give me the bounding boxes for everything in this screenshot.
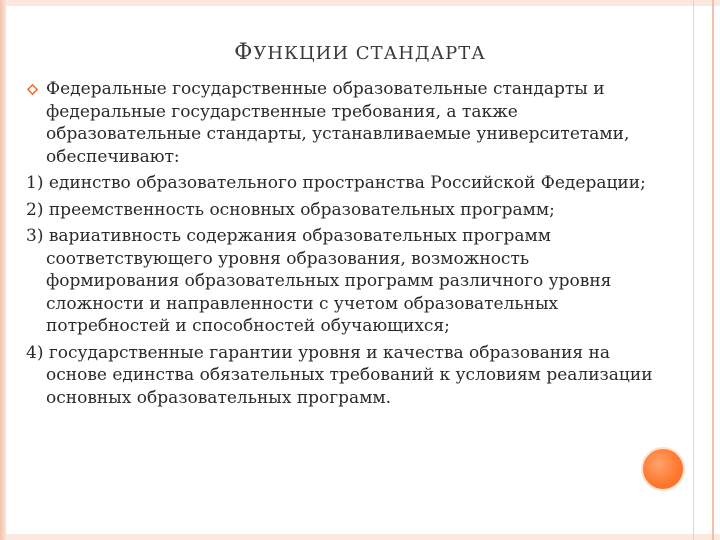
slide-title	[0, 40, 720, 65]
intro-text: Федеральные государственные образовательные стандарты и федеральные государственные требования, а также образовательные стандарты, устанавливаемые университетами, обеспечивают:	[46, 79, 630, 167]
slide-title-initial: Ф	[234, 40, 254, 65]
slide-title-rest: УНКЦИИ СТАНДАРТА	[253, 43, 486, 64]
slide-content	[26, 78, 666, 413]
frame-top	[0, 0, 720, 6]
frame-right-inner	[693, 0, 694, 540]
orange-circle-icon	[641, 447, 685, 491]
frame-right-outer	[712, 0, 714, 540]
list-item: 1) единство образовательного пространства Российской Федерации;	[26, 173, 646, 193]
list-item: 4) государственные гарантии уровня и качества образования на основе единства обязательных требований к условиям реализации основных образовательных программ.	[26, 342, 653, 408]
intro-bullet	[26, 78, 666, 168]
list-item: 3) вариативность содержания образовательных программ соответствующего уровня образования, возможность формирования образовательных программ различного уровня сложности и направленности с учетом образовательных потребностей и способностей обучающихся;	[26, 226, 612, 336]
diamond-bullet-icon	[27, 84, 38, 95]
frame-left	[0, 0, 6, 540]
frame-bottom	[0, 534, 720, 540]
list-item: 2) преемственность основных образовательных программ;	[26, 199, 555, 220]
